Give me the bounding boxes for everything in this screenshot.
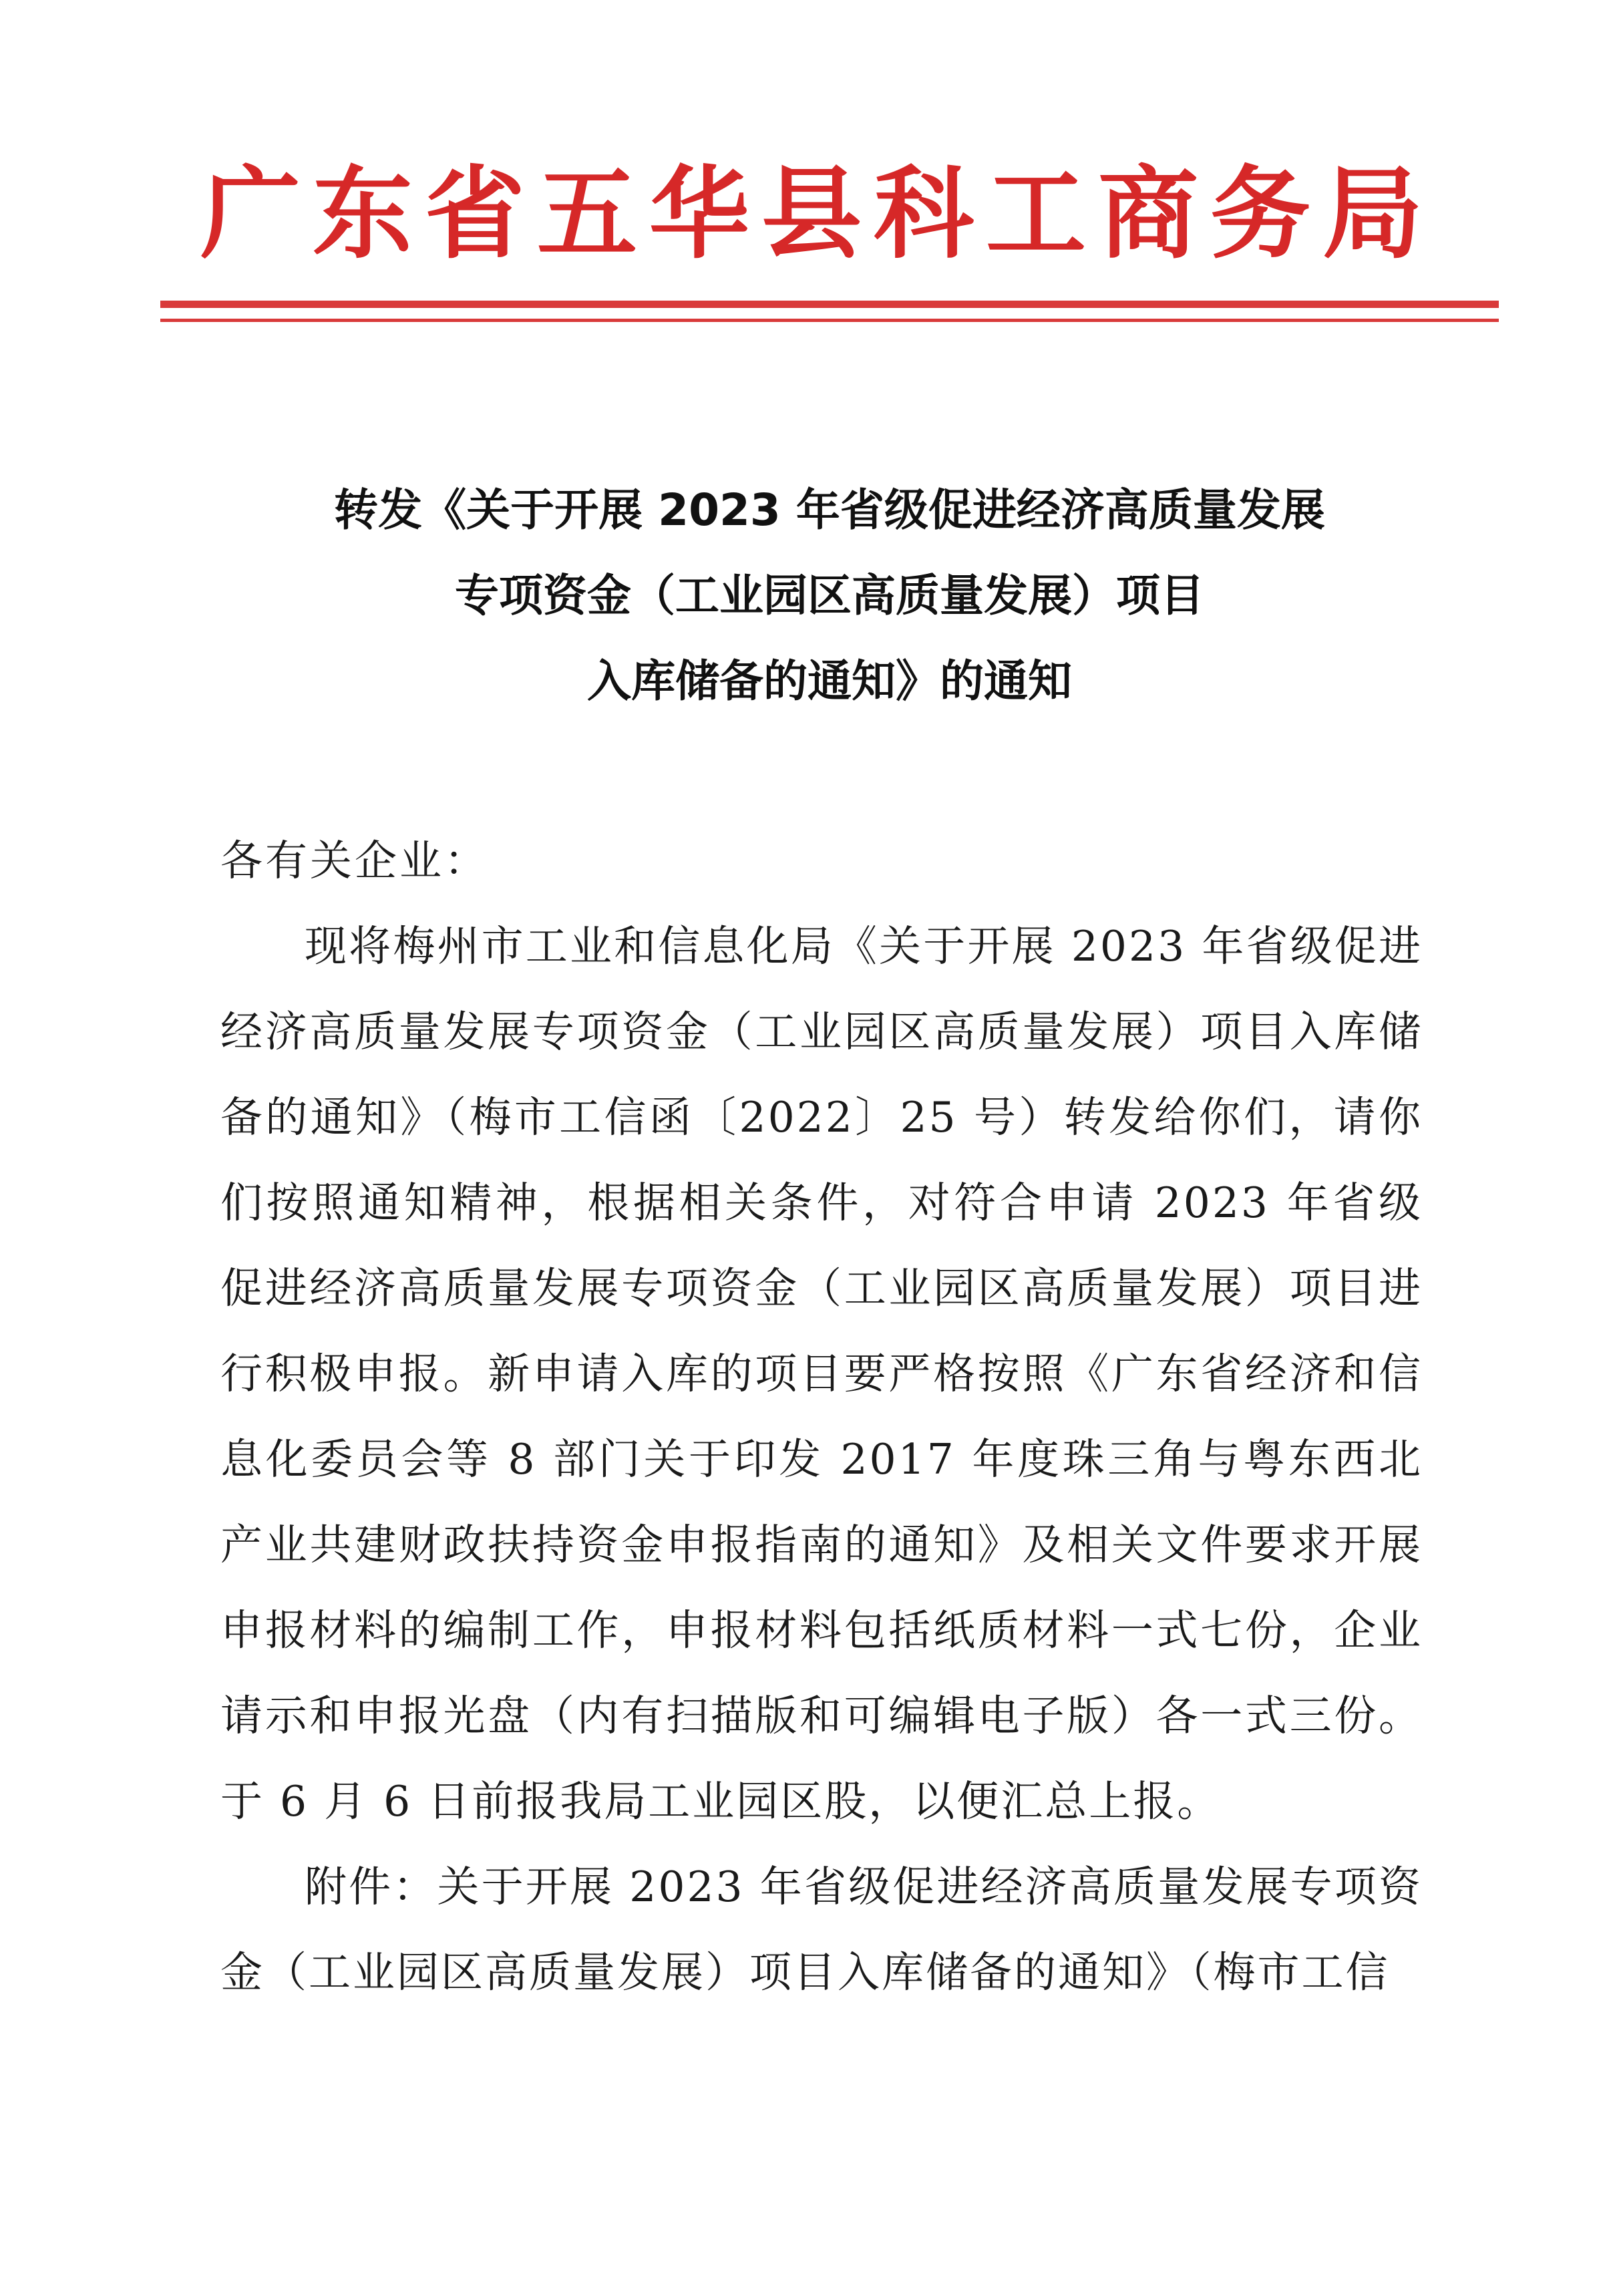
salutation: 各有关企业：	[220, 836, 489, 885]
letterhead-rule-thick	[160, 301, 1499, 308]
document-body	[220, 818, 1423, 2015]
body-paragraph: 现将梅州市工业和信息化局《关于开展 2023 年省级促进经济高质量发展专项资金（工业园区高质量发展）项目入库储备的通知》（梅市工信函〔2022〕25 号）转发给你们，请你们按照通知精神，根据相关条件，对符合申请 2023 年省级促进经济高质量发展专项资金（工业园区高质量发展）项目进行积极申报。新申请入库的项目要严格按照《广东省经济和信息化委员会等 8 部门关于印发 2017 年度珠三角与粤东西北产业共建财政扶持资金申报指南的通知》及相关文件要求开展申报材料的编制工作，申报材料包括纸质材料一式七份，企业请示和申报光盘（内有扫描版和可编辑电子版）各一式三份。于 6 月 6 日前报我局工业园区股，以便汇总上报。	[220, 922, 1423, 1826]
attachment-paragraph: 附件：关于开展 2023 年省级促进经济高质量发展专项资金（工业园区高质量发展）项目入库储备的通知》（梅市工信	[220, 1862, 1423, 1997]
letterhead-title: 广东省五华县科工商务局	[200, 155, 1435, 273]
letterhead-rule-thin	[160, 319, 1499, 322]
document-title-line: 转发《关于开展 2023 年省级促进经济高质量发展	[334, 484, 1325, 536]
document-title	[160, 468, 1499, 724]
document-title-line: 入库储备的通知》的通知	[587, 655, 1072, 707]
document-title-line: 专项资金（工业园区高质量发展）项目	[455, 570, 1204, 621]
